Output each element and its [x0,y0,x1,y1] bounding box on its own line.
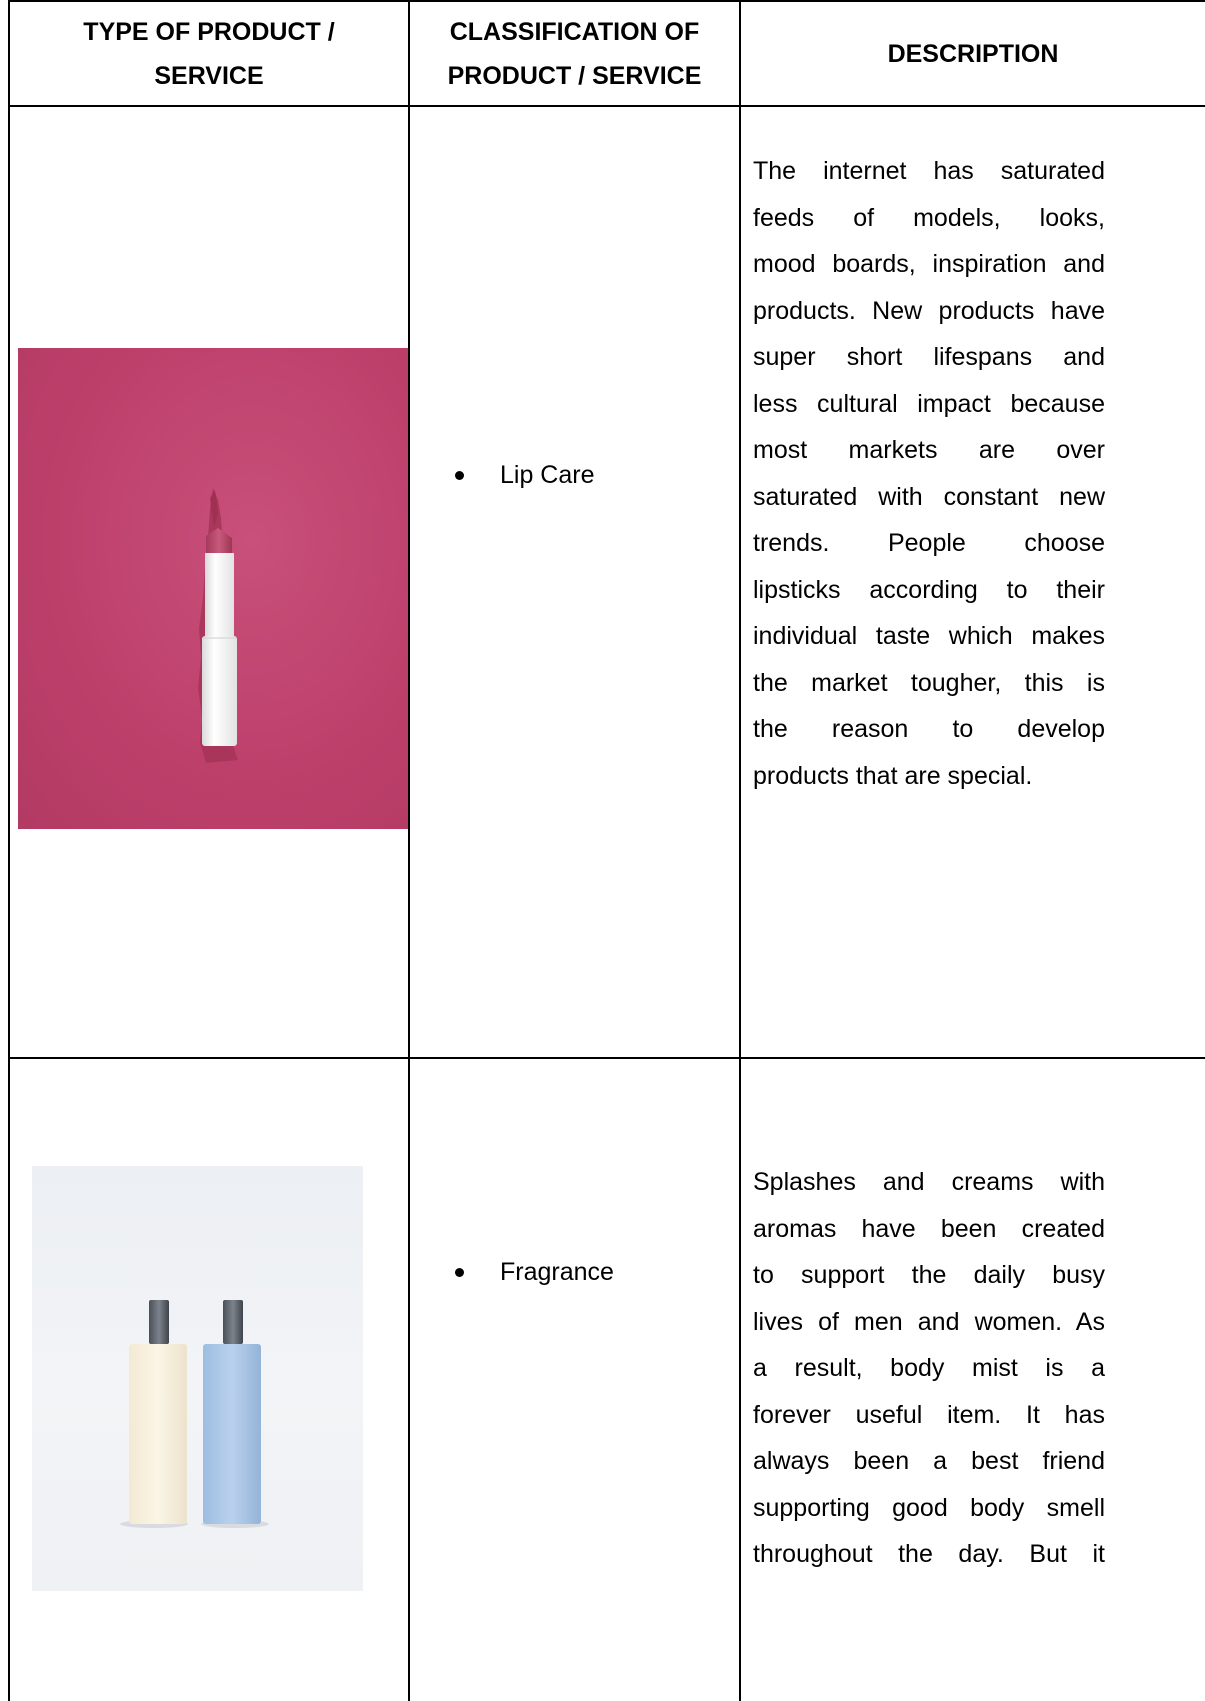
bullet-icon [455,471,464,480]
classification-label: Fragrance [500,1257,614,1286]
description-line: individual taste which makes [753,622,1105,650]
header-type [10,2,408,106]
description-line: throughout the day. But it [753,1540,1105,1568]
header-classification [410,2,739,106]
description-line: to support the daily busy [753,1261,1105,1289]
description-line: always been a best friend [753,1447,1105,1475]
header-type-line2: SERVICE [154,62,264,90]
classification-label: Lip Care [500,460,595,489]
description-line: super short lifespans and [753,343,1105,371]
header-description [741,2,1205,106]
description-line: products. New products have [753,296,1105,325]
header-classification-line2: PRODUCT / SERVICE [447,62,702,90]
bullet-icon [455,1268,464,1277]
description-line: saturated with constant new [753,482,1105,511]
description-line: Splashes and creams with [753,1168,1105,1196]
lipstick-icon [18,348,408,829]
description-line: lipsticks according to their [753,575,1105,604]
description-line: most markets are over [753,436,1105,464]
description-line: less cultural impact because [753,389,1105,418]
header-classification-line1: CLASSIFICATION OF [449,18,700,46]
header-type-line1: TYPE OF PRODUCT / [83,18,335,46]
description-line: supporting good body smell [753,1493,1105,1522]
description-line: trends. People choose [753,529,1105,557]
description-line: a result, body mist is a [753,1354,1105,1382]
description-line: mood boards, inspiration and [753,250,1105,278]
description-line: aromas have been created [753,1214,1105,1243]
description-line: The internet has saturated [753,157,1105,185]
row-divider [8,1057,1205,1059]
description-lip-care [753,148,1105,799]
description-fragrance [753,1159,1105,1578]
perfume-bottles-icon [32,1166,363,1591]
classification-lip-care [455,455,595,495]
classification-fragrance [455,1252,614,1292]
fragrance-image [32,1166,363,1591]
table-border-left [8,0,10,1701]
description-line: the market tougher, this is [753,668,1105,697]
description-line: forever useful item. It has [753,1400,1105,1429]
description-line: feeds of models, looks, [753,203,1105,232]
description-line: products that are special. [753,761,1033,790]
column-divider-2 [739,0,741,1701]
description-line: the reason to develop [753,715,1105,743]
description-line: lives of men and women. As [753,1307,1105,1336]
header-description-text: DESCRIPTION [887,40,1059,68]
column-divider-1 [408,0,410,1701]
lipstick-image [18,348,408,829]
